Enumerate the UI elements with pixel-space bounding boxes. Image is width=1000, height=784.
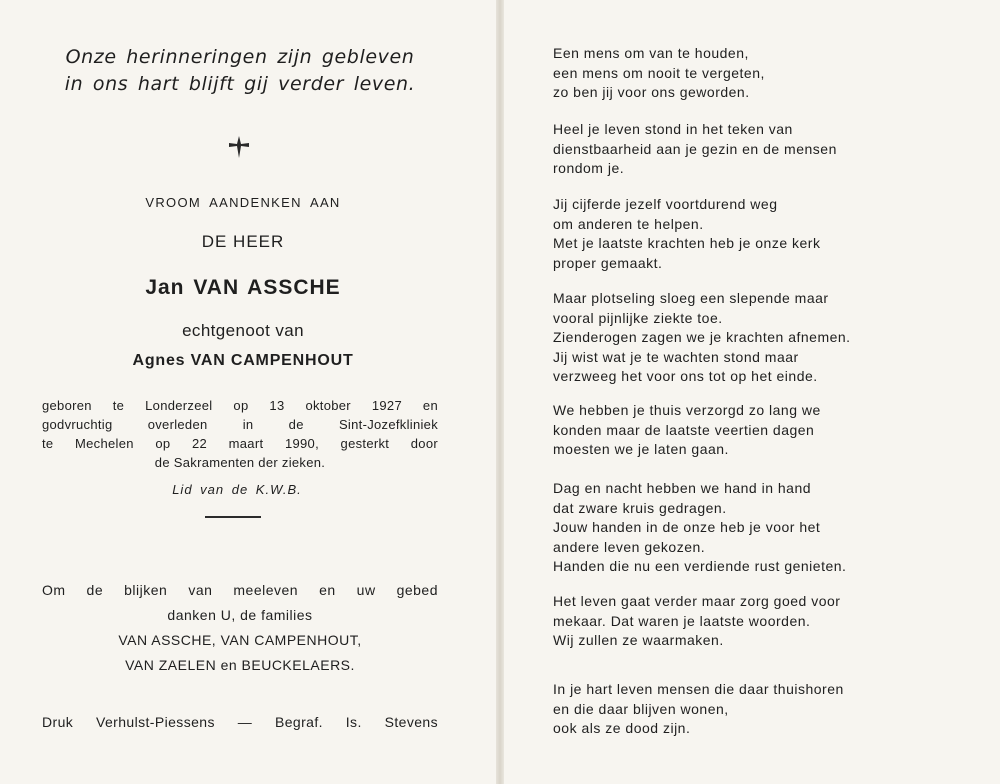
poem-line: om anderen te helpen. xyxy=(553,215,704,232)
poem-line: Zienderogen zagen we je krachten afnemen. xyxy=(553,329,851,346)
motto-line: Onze herinneringen zijn gebleven xyxy=(65,46,415,68)
right-page xyxy=(504,0,1000,784)
poem-line: ook als ze dood zijn. xyxy=(553,720,691,737)
thanks-block xyxy=(42,578,438,678)
poem-line: dienstbaarheid aan je gezin en de mensen xyxy=(553,140,837,157)
poem-line: Jouw handen in de onze heb je voor het xyxy=(553,519,821,536)
poem-line: zo ben jij voor ons geworden. xyxy=(553,84,750,101)
poem-line: proper gemaakt. xyxy=(553,254,663,271)
thanks-line: Om de blijken van meeleven en uw gebed xyxy=(42,582,438,598)
poem-line: Jij wist wat je te wachten stond maar xyxy=(553,348,799,365)
motto-line: in ons hart blijft gij verder leven. xyxy=(64,73,416,95)
poem-line: en die daar blijven wonen, xyxy=(553,700,729,717)
deceased-name: Jan VAN ASSCHE xyxy=(145,276,341,299)
honorific: DE HEER xyxy=(201,232,285,251)
poem-stanza xyxy=(553,120,948,179)
poem-line: Jij cijferde jezelf voortdurend weg xyxy=(553,196,778,212)
poem-line: mekaar. Dat waren je laatste woorden. xyxy=(553,612,811,629)
thanks-line: danken U, de families xyxy=(167,607,313,623)
poem-stanza xyxy=(553,289,948,387)
poem-line: andere leven gekozen. xyxy=(553,538,706,555)
poem-line: vooral pijnlijke ziekte toe. xyxy=(553,309,723,326)
spouse-name: Agnes VAN CAMPENHOUT xyxy=(132,352,354,369)
thanks-line: VAN ZAELEN en BEUCKELAERS. xyxy=(125,657,355,673)
poem-stanza xyxy=(553,401,948,460)
poem-stanza xyxy=(553,592,948,651)
bio-line: te Mechelen op 22 maart 1990, gesterkt door xyxy=(42,436,438,451)
poem-line: Met je laatste krachten heb je onze kerk xyxy=(553,235,821,252)
bio-line: godvruchtig overleden in de Sint-Jozefkliniek xyxy=(42,417,438,432)
poem-line: verzweeg het voor ons tot op het einde. xyxy=(553,368,818,385)
poem-line: Wij zullen ze waarmaken. xyxy=(553,632,724,649)
spouse-label: echtgenoot van xyxy=(182,321,304,340)
poem-stanza xyxy=(553,195,948,273)
motto xyxy=(0,44,480,98)
poem-line: We hebben je thuis verzorgd zo lang we xyxy=(553,402,821,418)
poem-line: dat zware kruis gedragen. xyxy=(553,499,727,516)
biography xyxy=(42,396,438,472)
poem-line: rondom je. xyxy=(553,160,625,177)
poem-line: een mens om nooit te vergeten, xyxy=(553,64,765,81)
poem-line: Het leven gaat verder maar zorg goed voor xyxy=(553,593,841,609)
printer-credit: Druk Verhulst-Piessens — Begraf. Is. Stevens xyxy=(42,714,438,730)
poem-stanza xyxy=(553,479,948,577)
divider xyxy=(205,516,261,518)
membership: Lid van de K.W.B. xyxy=(172,482,302,497)
poem-stanza xyxy=(553,44,948,103)
poem-line: In je hart leven mensen die daar thuishoren xyxy=(553,681,844,697)
bio-line: de Sakramenten der zieken. xyxy=(154,455,326,470)
thanks-line: VAN ASSCHE, VAN CAMPENHOUT, xyxy=(118,632,362,648)
poem-line: Dag en nacht hebben we hand in hand xyxy=(553,480,812,496)
cross-icon xyxy=(226,134,252,160)
poem-stanza xyxy=(553,680,948,739)
left-page xyxy=(0,0,496,784)
poem-line: Een mens om van te houden, xyxy=(553,45,749,61)
bio-line: geboren te Londerzeel op 13 oktober 1927 en xyxy=(42,398,438,413)
poem-line: Handen die nu een verdiende rust genieten. xyxy=(553,558,847,575)
poem-line: Maar plotseling sloeg een slepende maar xyxy=(553,290,829,306)
poem-line: moesten we je laten gaan. xyxy=(553,441,729,458)
poem-line: konden maar de laatste veertien dagen xyxy=(553,421,815,438)
poem-line: Heel je leven stond in het teken van xyxy=(553,121,793,137)
card-fold xyxy=(496,0,504,784)
memorial-heading: VROOM AANDENKEN AAN xyxy=(145,195,341,210)
